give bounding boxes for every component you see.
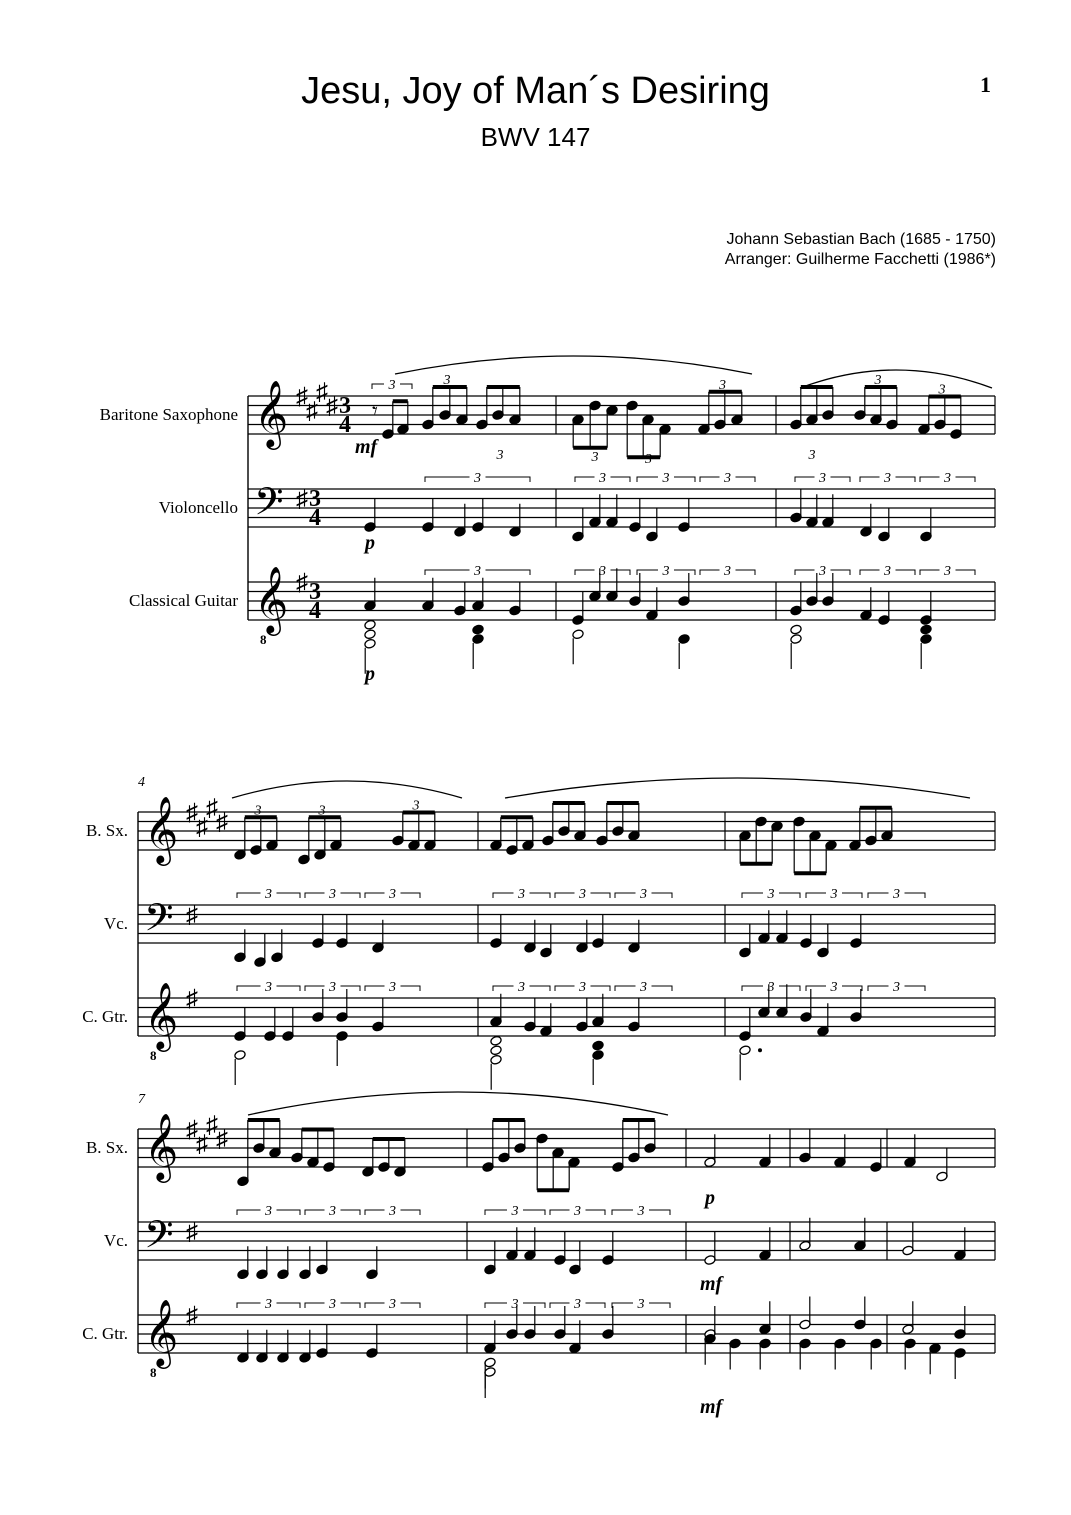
tuplet-bracket (956, 477, 976, 482)
octave-mark: 8 (260, 632, 267, 647)
tuplet-number: 3 (579, 887, 586, 902)
tuplet-bracket (956, 570, 976, 575)
tuplet-number: 3 (389, 1204, 396, 1219)
tuplet-number: 3 (265, 887, 272, 902)
notehead (490, 1054, 502, 1065)
tuplet-number: 3 (944, 564, 951, 579)
tuplet-number: 3 (819, 471, 826, 486)
tuplet-number: 3 (645, 452, 652, 467)
tuplet-bracket (896, 570, 916, 575)
tuplet-number: 3 (640, 887, 647, 902)
tuplet-bracket (550, 1210, 570, 1215)
tuplet-bracket (237, 986, 261, 991)
key-sharp: ♯ (316, 379, 328, 406)
piece-title: Jesu, Joy of Man´s Desiring (301, 70, 770, 112)
tuplet-number: 3 (389, 1297, 396, 1312)
piece-subtitle: BWV 147 (480, 122, 591, 152)
key-sharp: ♯ (186, 1303, 198, 1329)
page-number: 1 (980, 72, 991, 97)
tuplet-number: 3 (830, 980, 838, 995)
tuplet-bracket (652, 986, 673, 991)
tuplet-bracket (860, 477, 880, 482)
tuplet-number: 3 (884, 564, 891, 579)
tuplet-bracket (860, 570, 880, 575)
key-sharp: ♯ (206, 1112, 218, 1139)
tuplet-number: 3 (819, 564, 826, 579)
instrument-name: C. Gtr. (82, 1007, 128, 1026)
tuplet-bracket (700, 570, 720, 575)
tuplet-bracket (649, 1303, 670, 1308)
tuplet-bracket (305, 1303, 325, 1308)
tuplet-number: 3 (662, 471, 670, 486)
tuplet-bracket (905, 986, 926, 991)
tuplet-bracket (277, 1303, 301, 1308)
treble-clef: 𝄞 (254, 567, 289, 632)
tuplet-number: 3 (412, 798, 420, 814)
tuplet-bracket (920, 477, 940, 482)
tuplet-bracket (612, 1210, 633, 1215)
key-sharp: ♯ (206, 795, 218, 822)
tuplet-number: 3 (884, 471, 891, 486)
tuplet-bracket (550, 1303, 570, 1308)
tuplet-bracket (365, 1210, 385, 1215)
tuplet-bracket (591, 893, 611, 898)
notehead (790, 624, 802, 635)
tuplet-bracket (530, 893, 551, 898)
composer-credit: Johann Sebastian Bach (1685 - 1750) (726, 231, 996, 248)
instrument-name: B. Sx. (85, 821, 128, 840)
key-sharp: ♯ (296, 486, 308, 513)
tuplet-bracket (237, 893, 261, 898)
tuplet-bracket (555, 893, 575, 898)
tuplet-bracket (485, 1303, 507, 1308)
time-signature-denominator: 4 (339, 412, 351, 438)
instrument-name: C. Gtr. (82, 1324, 128, 1343)
tuplet-number: 3 (496, 448, 504, 463)
notehead (234, 1050, 246, 1061)
tuplet-number: 3 (474, 564, 481, 579)
key-sharp: ♯ (296, 384, 308, 410)
dynamic-marking: p (365, 532, 375, 554)
tuplet-bracket (372, 384, 384, 389)
measure-number: 7 (138, 1092, 145, 1107)
tuplet-number: 3 (808, 448, 816, 463)
tuplet-bracket (425, 570, 470, 575)
tuplet-bracket (591, 986, 611, 991)
tuplet-number: 3 (518, 887, 525, 902)
tuplet-bracket (736, 570, 756, 575)
tuplet-number: 3 (389, 980, 396, 995)
tuplet-bracket (305, 1210, 325, 1215)
tuplet-number: 3 (767, 980, 775, 995)
tuplet-bracket (400, 384, 412, 389)
tuplet-bracket (277, 1210, 301, 1215)
notehead (364, 638, 376, 649)
notehead (592, 1050, 604, 1061)
tuplet-bracket (401, 1303, 421, 1308)
instrument-name: Baritone Saxophone (99, 405, 238, 424)
key-sharp: ♯ (186, 1219, 198, 1246)
dynamic-marking: mf (355, 436, 378, 458)
key-sharp: ♯ (186, 800, 198, 826)
tuplet-bracket (611, 477, 631, 482)
tuplet-number: 3 (329, 980, 336, 995)
treble-clef: 𝄞 (144, 1300, 179, 1365)
tuplet-bracket (523, 1303, 545, 1308)
tuplet-bracket (277, 893, 301, 898)
tuplet-number: 3 (830, 887, 838, 902)
tuplet-bracket (736, 477, 756, 482)
tuplet-bracket (615, 986, 636, 991)
tuplet-bracket (674, 570, 695, 575)
tuplet-bracket (575, 570, 595, 575)
key-sharp: ♯ (186, 902, 198, 929)
key-sharp: ♯ (326, 393, 338, 420)
notehead (490, 1045, 502, 1056)
tuplet-bracket (401, 1210, 421, 1215)
tuplet-number: 3 (389, 887, 396, 902)
tuplet-bracket (365, 986, 385, 991)
dynamic-marking: p (365, 663, 375, 685)
tuplet-number: 3 (944, 471, 951, 486)
tuplet-bracket (637, 477, 658, 482)
tuplet-number: 3 (474, 471, 481, 486)
tuplet-bracket (401, 893, 421, 898)
tuplet-bracket (652, 893, 673, 898)
tuplet-number: 3 (719, 377, 726, 393)
notehead (364, 629, 376, 640)
tuplet-bracket (868, 893, 889, 898)
tuplet-bracket (674, 477, 695, 482)
slur (395, 356, 752, 374)
tuplet-bracket (493, 893, 514, 898)
tuplet-number: 3 (254, 803, 262, 819)
tuplet-number: 3 (724, 564, 731, 579)
bass-clef: 𝄢 (144, 897, 174, 948)
tuplet-bracket (649, 1210, 670, 1215)
tuplet-bracket (575, 477, 595, 482)
notehead (790, 634, 802, 645)
tuplet-bracket (237, 1210, 261, 1215)
tuplet-bracket (485, 1210, 507, 1215)
tuplet-number: 3 (318, 803, 326, 819)
tuplet-number: 3 (511, 1204, 519, 1219)
bass-clef: 𝄢 (254, 481, 284, 532)
tuplet-number: 3 (637, 1204, 645, 1219)
key-sharp: ♯ (196, 814, 208, 841)
time-signature-denominator: 4 (309, 598, 321, 624)
tuplet-number: 3 (724, 471, 731, 486)
tuplet-bracket (486, 570, 531, 575)
instrument-name: Violoncello (158, 498, 238, 517)
tuplet-bracket (486, 477, 531, 482)
tuplet-bracket (305, 986, 325, 991)
dynamic-marking: mf (700, 1273, 723, 1295)
tuplet-bracket (920, 570, 940, 575)
tuplet-number: 3 (329, 1204, 336, 1219)
tuplet-number: 3 (637, 1297, 645, 1312)
tuplet-bracket (795, 570, 815, 575)
arranger-credit: Arranger: Guilherme Facchetti (1986*) (724, 251, 996, 268)
tuplet-number: 3 (893, 887, 900, 902)
tuplet-number: 3 (599, 471, 606, 486)
instrument-name: B. Sx. (85, 1138, 128, 1157)
slur (248, 1092, 668, 1115)
tuplet-number: 3 (938, 382, 946, 398)
tuplet-number: 3 (662, 564, 670, 579)
notehead (920, 634, 932, 645)
tuplet-bracket (586, 1303, 606, 1308)
tuplet-bracket (806, 893, 826, 898)
tuplet-number: 3 (893, 980, 900, 995)
tuplet-bracket (523, 1210, 545, 1215)
tuplet-bracket (341, 1210, 361, 1215)
treble-clef: 𝄞 (144, 1114, 179, 1179)
tuplet-bracket (341, 1303, 361, 1308)
octave-mark: 8 (150, 1048, 157, 1063)
tuplet-bracket (611, 570, 631, 575)
tuplet-bracket (612, 1303, 633, 1308)
dynamic-marking: mf (700, 1396, 723, 1418)
octave-mark: 8 (150, 1365, 157, 1380)
notehead (739, 1045, 751, 1056)
notehead (472, 634, 484, 645)
notehead (592, 1040, 604, 1051)
treble-clef: 𝄞 (254, 381, 289, 446)
tuplet-number: 3 (265, 1297, 272, 1312)
notehead (678, 634, 690, 645)
tuplet-number: 3 (518, 980, 525, 995)
tuplet-number: 3 (574, 1297, 581, 1312)
tuplet-bracket (700, 477, 720, 482)
augmentation-dot (758, 1048, 762, 1052)
tuplet-bracket (237, 1303, 261, 1308)
tuplet-number: 3 (329, 887, 336, 902)
tuplet-number: 3 (591, 450, 599, 465)
key-sharp: ♯ (216, 1126, 228, 1153)
tuplet-bracket (779, 986, 800, 991)
tuplet-bracket (425, 477, 470, 482)
tuplet-bracket (365, 893, 385, 898)
tuplet-number: 3 (640, 980, 647, 995)
tuplet-bracket (831, 570, 851, 575)
time-signature-numerator: 3 (339, 393, 351, 419)
tuplet-bracket (401, 986, 421, 991)
tuplet-bracket (779, 893, 800, 898)
tuplet-number: 3 (511, 1297, 519, 1312)
instrument-name: Vc. (103, 1231, 128, 1250)
tuplet-number: 3 (874, 373, 882, 388)
instrument-name: Vc. (103, 914, 128, 933)
key-sharp: ♯ (186, 1117, 198, 1143)
eighth-rest: 𝄾 (372, 398, 378, 423)
slur (232, 781, 462, 798)
tuplet-bracket (896, 477, 916, 482)
tuplet-number: 3 (329, 1297, 336, 1312)
tuplet-bracket (530, 986, 551, 991)
slur (505, 778, 970, 798)
tuplet-bracket (341, 893, 361, 898)
bass-clef: 𝄢 (144, 1214, 174, 1265)
instrument-name: Classical Guitar (128, 591, 238, 610)
tuplet-number: 3 (265, 1204, 272, 1219)
treble-clef: 𝄞 (144, 797, 179, 862)
tuplet-number: 3 (265, 980, 272, 995)
tuplet-bracket (742, 893, 763, 898)
measure-number: 4 (138, 775, 145, 790)
tuplet-bracket (868, 986, 889, 991)
key-sharp: ♯ (296, 570, 308, 596)
notehead (572, 629, 584, 640)
tuplet-bracket (806, 986, 826, 991)
notehead (490, 1035, 502, 1046)
tuplet-bracket (842, 986, 862, 991)
notehead (336, 1031, 348, 1042)
tuplet-number: 3 (388, 378, 396, 393)
treble-clef: 𝄞 (144, 983, 179, 1048)
tuplet-bracket (842, 893, 862, 898)
notehead (920, 624, 932, 635)
key-sharp: ♯ (186, 986, 198, 1012)
dynamic-marking: p (705, 1187, 715, 1209)
tuplet-number: 3 (579, 980, 586, 995)
time-signature-numerator: 3 (309, 486, 321, 512)
notehead (472, 624, 484, 635)
tuplet-number: 3 (443, 373, 451, 388)
time-signature-numerator: 3 (309, 579, 321, 605)
tuplet-bracket (493, 986, 514, 991)
key-sharp: ♯ (216, 809, 228, 836)
key-sharp: ♯ (306, 398, 318, 425)
tuplet-bracket (365, 1303, 385, 1308)
tuplet-number: 3 (599, 564, 606, 579)
tuplet-bracket (795, 477, 815, 482)
time-signature-denominator: 4 (309, 505, 321, 531)
tuplet-bracket (831, 477, 851, 482)
tuplet-bracket (586, 1210, 606, 1215)
notehead (364, 619, 376, 630)
tuplet-bracket (742, 986, 763, 991)
tuplet-bracket (615, 893, 636, 898)
tuplet-bracket (305, 893, 325, 898)
tuplet-bracket (341, 986, 361, 991)
tuplet-bracket (905, 893, 926, 898)
tuplet-bracket (555, 986, 575, 991)
tuplet-number: 3 (574, 1204, 581, 1219)
tuplet-number: 3 (767, 887, 775, 902)
key-sharp: ♯ (196, 1131, 208, 1158)
tuplet-bracket (277, 986, 301, 991)
